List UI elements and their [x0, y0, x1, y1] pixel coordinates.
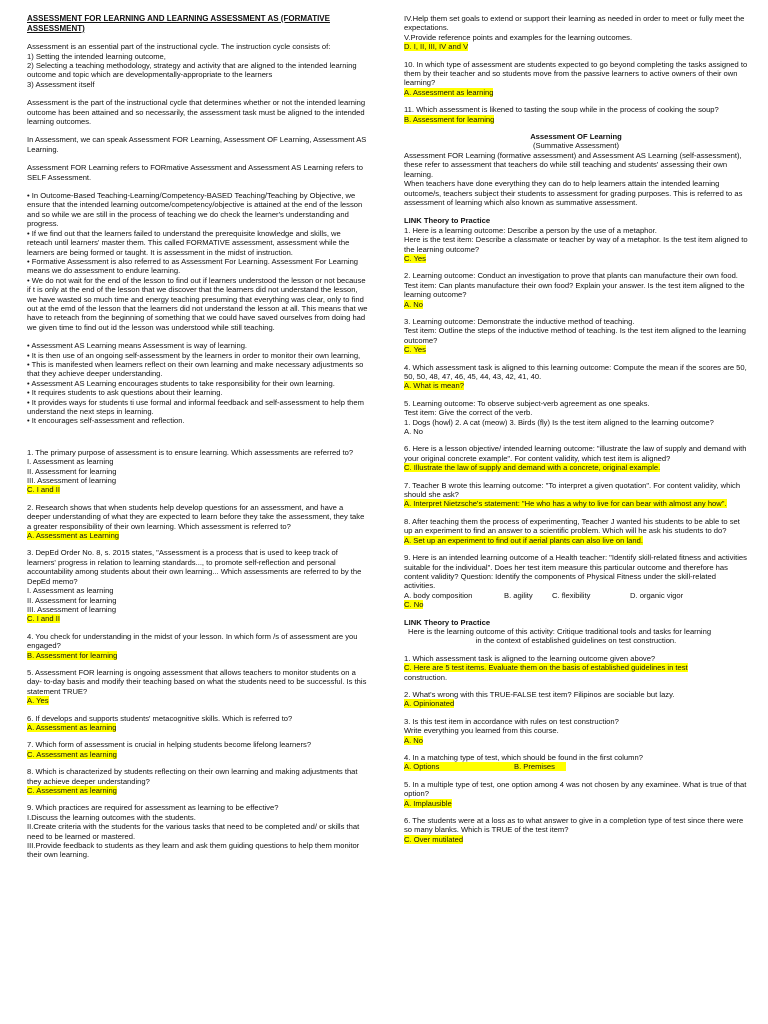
answer-highlight: A. Opinionated	[404, 699, 455, 709]
bullet-list	[27, 191, 368, 332]
question-text: 4. You check for understanding in the midst of your lesson. In which form /s of assessment are you engaged?	[27, 631, 358, 651]
answer-highlight: A. Assessment as learning	[27, 722, 117, 732]
question-option: II. Assessment for learning	[27, 466, 117, 476]
option: A. Options	[404, 762, 440, 772]
option: A. body composition	[404, 590, 473, 600]
question	[27, 803, 368, 859]
question-text: 3. Is this test item in accordance with rules on test construction?	[404, 716, 619, 726]
question	[404, 816, 748, 844]
answer-highlight: A. Yes	[27, 696, 49, 706]
question-text: 8. Which is characterized by students reflecting on their own learning and making adjustments that they achieve deeper understanding?	[27, 767, 358, 786]
activity-intro	[404, 627, 748, 646]
paragraph: In Assessment, we can speak Assessment FOR Learning, Assessment OF Learning, Assessment AS Learning.	[27, 135, 367, 154]
left-column	[27, 14, 368, 868]
section-subtitle: (Summative Assessment)	[532, 141, 620, 151]
question-text: 2. What's wrong with this TRUE-FALSE test item? Filipinos are sociable but lazy.	[404, 689, 675, 699]
answer-plain: A. No	[404, 427, 423, 437]
paragraph: Assessment FOR Learning (formative assessment) and Assessment AS Learning (self-assessment), these refer to assessment that teachers do while still teaching and students' assessing their own learning.	[404, 150, 742, 179]
bullet-item: • This is manifested when learners reflect on their own learning and make necessary adjustments so that they achieve deeper understanding.	[27, 359, 364, 379]
question	[404, 780, 748, 808]
answer-highlight: C. Assessment as learning	[27, 749, 117, 759]
bullet-item: • Formative Assessment is also referred to as Assessment For Learning. Assessment For Learning means we do assessment to endure learning.	[27, 256, 359, 276]
question	[404, 690, 748, 709]
question-text: 9. Here is an intended learning outcome of a Health teacher: "Identify skill-related fitness and activities suitable for the individual". Does her test item measure this particular outcome and therefore has content validity? Question: Identify the components of Physical Fitness under the skill-related activities.	[404, 553, 747, 591]
question	[404, 753, 748, 772]
question-option: II.Create criteria with the students for the various tasks that need to be completed and/ or skills that need to be learned or mastered.	[27, 822, 360, 841]
intro-line: Assessment is an essential part of the instructional cycle. The instruction cycle consists of:	[27, 42, 331, 52]
question	[27, 632, 368, 660]
question	[404, 481, 748, 509]
answer-highlight: A. Assessment as Learning	[27, 531, 120, 541]
question-option: I. Assessment as learning	[27, 457, 114, 467]
right-column	[404, 14, 748, 852]
intro-line: in the context of established guidelines on test construction.	[475, 636, 677, 646]
answer-highlight: B. Assessment for learning	[27, 650, 118, 660]
question	[404, 553, 748, 609]
intro-line: 2) Selecting a teaching methodology, strategy and activity that are aligned to the intended learning outcome and topic which are developmentally-appropriate to the learners	[27, 61, 357, 80]
question-text: 8. After teaching them the process of experimenting, Teacher J wanted his students to be able to set up an experiment to find an answer to a scientific problem. Which will he ask his students to do?	[404, 516, 740, 536]
question-text: 11. Which assessment is likened to tasting the soup while in the process of cooking the soup?	[404, 105, 719, 115]
question	[404, 444, 748, 472]
question	[404, 717, 748, 745]
question-text: 7. Teacher B wrote this learning outcome: "To interpret a given quotation". For content validity, which should she ask?	[404, 480, 741, 500]
section-title: Assessment OF Learning	[530, 132, 622, 142]
question-text: 1. Dogs (howl) 2. A cat (meow) 3. Birds (fly) Is the test item aligned to the learning outcome?	[404, 417, 714, 427]
question	[404, 60, 748, 98]
question	[404, 363, 748, 391]
answer-highlight: C. Yes	[404, 253, 426, 263]
question-text: 6. The students were at a loss as to what answer to give in a completion type of test since there were so many blanks. Which is TRUE of the test item?	[404, 816, 744, 835]
section-heading	[404, 132, 748, 151]
question	[404, 317, 748, 355]
question-option: V.Provide reference points and examples for the learning outcomes.	[404, 32, 633, 42]
question-option: I.Discuss the learning outcomes with the students.	[27, 812, 196, 822]
question	[27, 714, 368, 733]
answer-highlight: C. Here are 5 test items. Evaluate them on the basis of established guidelines in test	[404, 663, 688, 673]
bullet-item: • Assessment AS Learning means Assessment is way of learning.	[27, 341, 248, 351]
bullet-item: • Assessment AS Learning encourages students to take responsibility for their own learning.	[27, 378, 335, 388]
question-text: Write everything you learned from this course.	[404, 726, 559, 736]
question-text: 10. In which type of assessment are students expected to go beyond completing the tasks assigned to them by their teacher and so students move from the passive learners to active owners of their own learning?	[404, 59, 748, 88]
intro-paragraph	[27, 42, 368, 89]
question-text: 6. Here is a lesson objective/ intended learning outcome: "illustrate the law of supply and demand with your original concrete example". For content validity, which test item is aligned?	[404, 444, 747, 463]
answer-highlight: A. Set up an experiment to find out if aerial plants can also live on land.	[404, 535, 643, 545]
answer-highlight: D. I, II, III, IV and V	[404, 42, 469, 52]
answer-highlight: C. Assessment as learning	[27, 786, 117, 795]
question	[27, 740, 368, 759]
question-text: 3. DepEd Order No. 8, s. 2015 states, "Assessment is a process that is used to keep track of learners' progress in relation to learning standards..., to promote self-reflection and personal accountability among students about their own learning... Which assessments are referred to by the DepEd memo?	[27, 548, 362, 586]
answer-highlight: A. No	[404, 735, 423, 745]
answer-highlight: A. What is mean?	[404, 381, 464, 391]
options-row	[404, 591, 748, 600]
bullet-item: • We do not wait for the end of the lesson to find out if learners understood the lesson or not because if t is only at the end of the lesson that we discover that the learners did not understand the lesson, we have wasted so much time and energy teaching presuming that everything was clear, only to find out at the emd of the lesson that the learners did not understand the lesson at all. This means that we have to reteach from the beginning of something that we could have saved ourselves from doing had we given time to find out id the lesson was understood while still teaching.	[27, 275, 368, 332]
question-text: 1. Here is a learning outcome: Describe a person by the use of a metaphor.	[404, 225, 657, 235]
answer-highlight: C. Over mutilated	[404, 834, 464, 844]
question-text: 5. In a multiple type of test, one option among 4 was not chosen by any examinee. What is true of that option?	[404, 779, 747, 799]
bullet-item: • In Outcome-Based Teaching-Learning/Competency-BASED Teaching/Teaching by Objective, we ensure that the intended learning outcome/competency/objective is attained at the end of the lesson and so while we are still in the process of teaching we do check the learner's understanding and progress.	[27, 191, 363, 229]
answer-highlight: A. Interpret Nietzsche's statement: "He who has a why to live for can bear with almost any how".	[404, 499, 727, 509]
link-theory-heading: LINK Theory to Practice	[404, 617, 491, 627]
answer-highlight	[404, 762, 566, 771]
link-theory-heading: LINK Theory to Practice	[404, 216, 491, 226]
option: C. flexibility	[552, 590, 591, 600]
question	[404, 14, 748, 52]
question	[404, 654, 748, 682]
option: B. agility	[504, 590, 533, 600]
intro-line: 1) Setting the intended learning outcome,	[27, 51, 166, 61]
answer-highlight: C. Yes	[404, 345, 426, 355]
question-text: 9. Which practices are required for assessment as learning to be effective?	[27, 803, 279, 813]
question	[27, 668, 368, 706]
question	[404, 517, 748, 545]
bullet-item: • It requires students to ask questions about their learning.	[27, 388, 223, 398]
bullet-item: • It is then use of an ongoing self-assessment by the learners in order to monitor their own learning,	[27, 350, 361, 360]
question-option: II. Assessment for learning	[27, 595, 117, 605]
bullet-list	[27, 341, 368, 426]
question-text: 7. Which form of assessment is crucial in helping students become lifelong learners?	[27, 740, 312, 750]
bullet-item: • If we find out that the learners failed to understand the prerequisite knowledge and skills, we reteach until learners' master them. This called FORMATIVE assessment, assessment while the learners are being formed or taught. It is assessment in the midst of instruction.	[27, 228, 350, 257]
question-text: Test item: Give the correct of the verb.	[404, 408, 533, 418]
bullet-item: • It encourages self-assessment and reflection.	[27, 416, 185, 426]
paragraph: Assessment is the part of the instructional cycle that determines whether or not the intended learning outcome has been attained and so necessarily, the assessment task must be aligned to the intended learning outcomes.	[27, 98, 366, 127]
question-option: III.Provide feedback to students as they learn and ask them guiding questions to help them monitor their own learning.	[27, 841, 360, 860]
question	[27, 767, 368, 795]
question-option: III. Assessment of learning	[27, 604, 117, 614]
question	[27, 448, 368, 495]
option: B. Premises	[514, 762, 555, 772]
document-title: ASSESSMENT FOR LEARNING AND LEARNING ASSESSMENT AS (FORMATIVE ASSESSMENT)	[27, 14, 330, 33]
question	[27, 503, 368, 541]
answer-continuation: construction.	[404, 672, 448, 682]
question-text: 3. Learning outcome: Demonstrate the inductive method of teaching.	[404, 316, 635, 326]
question-option: I. Assessment as learning	[27, 586, 114, 596]
question-option: IV.Help them set goals to extend or support their learning as needed in order to meet or fully meet the expectations.	[404, 14, 745, 33]
paragraph: Assessment FOR Learning refers to FORmative Assessment and Assessment AS Learning refers to SELF Assessment.	[27, 163, 363, 182]
answer-highlight: A. Implausible	[404, 798, 452, 808]
answer-highlight: A. Assessment as learning	[404, 87, 494, 97]
question-text: 4. Which assessment task is aligned to this learning outcome: Compute the mean if the scores are 50, 50, 50, 48, 47, 46, 45, 44, 43, 42, 41, 40.	[404, 362, 747, 381]
bullet-item: • It provides ways for students ti use formal and informal feedback and self-assessment to help them understand the next steps in learning.	[27, 397, 364, 416]
answer-highlight: C. No	[404, 600, 424, 610]
question-text: 2. Learning outcome: Conduct an investigation to prove that plants can manufacture their own food. Test item: Can plants manufacture their own food? Explain your answer. Is the test item aligned to the learning outcome?	[404, 271, 745, 300]
answer-highlight: B. Assessment for learning	[404, 114, 495, 124]
question-text: 1. Which assessment task is aligned to the learning outcome given above?	[404, 653, 656, 663]
question	[404, 271, 748, 309]
question-option: III. Assessment of learning	[27, 476, 117, 486]
paragraph: When teachers have done everything they can do to help learners attain the intended learning outcome/s, teachers subject their students to assessment for grading purposes. This is referred to as assessment of learning which also known as summative assessment.	[404, 179, 743, 207]
question-text: 1. The primary purpose of assessment is to ensure learning. Which assessments are referred to?	[27, 447, 354, 457]
intro-line: Here is the learning outcome of this activity: Critique traditional tools and tasks for learning	[408, 626, 712, 636]
question	[404, 105, 748, 124]
answer-highlight: C. I and II	[27, 485, 60, 495]
question	[27, 548, 368, 623]
answer-highlight: C. Illustrate the law of supply and demand with a concrete, original example.	[404, 463, 661, 473]
intro-line: 3) Assessment itself	[27, 79, 95, 89]
answer-highlight: A. No	[404, 299, 423, 309]
answer-highlight: C. I and II	[27, 614, 60, 624]
question	[404, 226, 748, 264]
question-text: Test item: Outline the steps of the inductive method of teaching. Is the test item aligned to the learning outcome?	[404, 326, 746, 345]
question-text: 6. If develops and supports students' metacognitive skills. Which is referred to?	[27, 713, 293, 723]
question-text: 2. Research shows that when students help develop questions for an assessment, and have a deeper understanding of what they are expected to learn before they take the assessment, they take a greater responsibility of their own learning. Which assessment is referred to?	[27, 502, 365, 531]
option: D. organic vigor	[630, 590, 684, 600]
question-text: 4. In a matching type of test, which should be found in the first column?	[404, 753, 643, 762]
question-text: 5. Assessment FOR learning is ongoing assessment that allows teachers to monitor students on a day- to-day basis and modify their teaching based on what the students need to be successful. Is this statement TRUE?	[27, 667, 367, 696]
question-text: Here is the test item: Describe a classmate or teacher by way of a metaphor. Is the test item aligned to the learning outcome?	[404, 235, 748, 254]
question-text: 5. Learning outcome: To observe subject-verb agreement as one speaks.	[404, 398, 650, 408]
question	[404, 399, 748, 437]
